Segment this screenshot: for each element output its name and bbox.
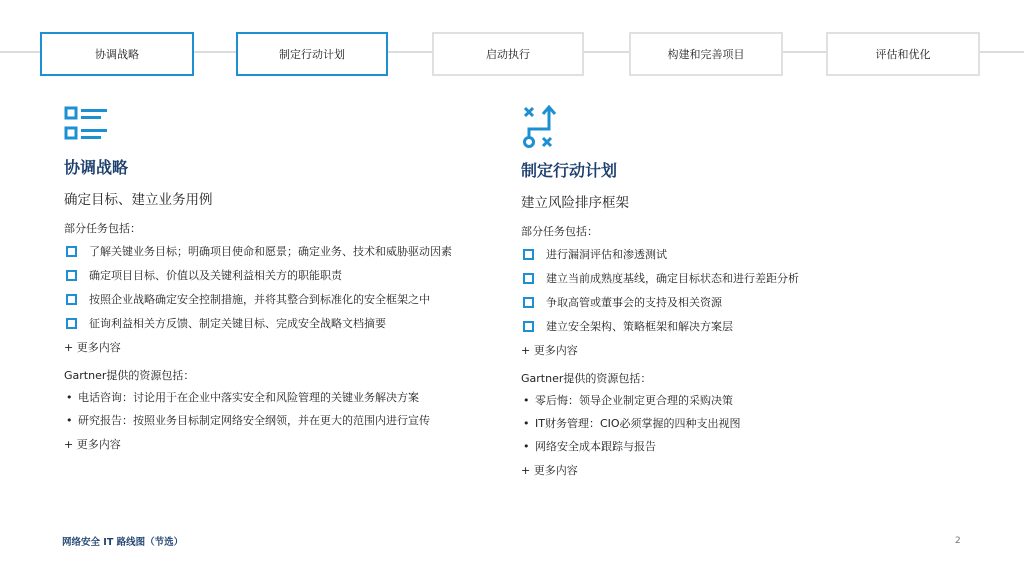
right-tasks-heading: 部分任务包括： [521, 225, 598, 238]
task-text: 征询利益相关方反馈、制定关键目标、完成安全战略文档摘要 [89, 317, 386, 330]
step-label: 协调战略 [95, 48, 139, 61]
step-label: 评估和优化 [875, 48, 931, 61]
step-action-plan[interactable] [236, 32, 388, 76]
bullet-icon: • [523, 394, 530, 407]
task-item [64, 244, 484, 260]
step-label: 启动执行 [486, 48, 530, 61]
left-tasks-heading: 部分任务包括： [64, 222, 141, 235]
step-align-strategy[interactable] [40, 32, 194, 76]
step-label: 制定行动计划 [279, 48, 345, 61]
task-text: 确定项目目标、价值以及关键利益相关方的职能职责 [89, 269, 342, 282]
page-number: 2 [955, 536, 961, 546]
task-item [64, 316, 484, 332]
task-item [521, 295, 941, 311]
task-item [521, 271, 941, 287]
left-resources-more-link[interactable]: + 更多内容 [64, 438, 121, 451]
checkbox-icon[interactable] [66, 318, 77, 329]
bullet-icon: • [523, 440, 530, 453]
resource-item [64, 413, 484, 429]
checkbox-icon[interactable] [523, 249, 534, 260]
task-item [64, 268, 484, 284]
step-label: 构建和完善项目 [667, 48, 745, 61]
resource-item [521, 393, 941, 409]
task-item [521, 319, 941, 335]
step-evaluate-optimize[interactable] [826, 32, 980, 76]
strategy-plan-icon [519, 104, 561, 150]
left-tasks-more-link[interactable]: + 更多内容 [64, 341, 121, 354]
left-title: 协调战略 [64, 158, 129, 177]
task-item [521, 247, 941, 263]
left-resources-heading: Gartner提供的资源包括： [64, 369, 195, 382]
checkbox-icon[interactable] [523, 273, 534, 284]
checklist-icon [64, 106, 110, 142]
checkbox-icon[interactable] [523, 321, 534, 332]
checkbox-icon[interactable] [66, 294, 77, 305]
task-text: 了解关键业务目标；明确项目使命和愿景；确定业务、技术和威胁驱动因素 [89, 245, 452, 258]
bullet-icon: • [523, 417, 530, 430]
footer-title: 网络安全 IT 路线图（节选） [62, 537, 184, 548]
resource-text: 网络安全成本跟踪与报告 [535, 440, 656, 453]
step-launch[interactable] [432, 32, 584, 76]
resource-text: 零后悔：领导企业制定更合理的采购决策 [535, 394, 733, 407]
right-resources-more-link[interactable]: + 更多内容 [521, 464, 578, 477]
right-resources-heading: Gartner提供的资源包括： [521, 372, 652, 385]
left-subtitle: 确定目标、建立业务用例 [64, 192, 213, 208]
checkbox-icon[interactable] [523, 297, 534, 308]
bullet-icon: • [66, 391, 73, 404]
resource-item [521, 416, 941, 432]
checkbox-icon[interactable] [66, 270, 77, 281]
resource-text: 电话咨询：讨论用于在企业中落实安全和风险管理的关键业务解决方案 [78, 391, 419, 404]
checkbox-icon[interactable] [66, 246, 77, 257]
resource-text: 研究报告：按照业务目标制定网络安全纲领，并在更大的范围内进行宣传 [78, 414, 430, 427]
resource-item [64, 390, 484, 406]
task-text: 争取高管或董事会的支持及相关资源 [546, 296, 722, 309]
right-column [521, 158, 941, 478]
right-subtitle: 建立风险排序框架 [521, 195, 629, 211]
task-item [64, 292, 484, 308]
left-column [64, 155, 484, 452]
task-text: 建立当前成熟度基线，确定目标状态和进行差距分析 [546, 272, 799, 285]
right-title: 制定行动计划 [521, 161, 618, 180]
step-build-refine[interactable] [629, 32, 783, 76]
bullet-icon: • [66, 414, 73, 427]
task-text: 进行漏洞评估和渗透测试 [546, 248, 667, 261]
right-tasks-more-link[interactable]: + 更多内容 [521, 344, 578, 357]
task-text: 建立安全架构、策略框架和解决方案层 [546, 320, 733, 333]
resource-item [521, 439, 941, 455]
resource-text: IT财务管理：CIO必须掌握的四种支出视图 [535, 417, 741, 430]
task-text: 按照企业战略确定安全控制措施，并将其整合到标准化的安全框架之中 [89, 293, 430, 306]
